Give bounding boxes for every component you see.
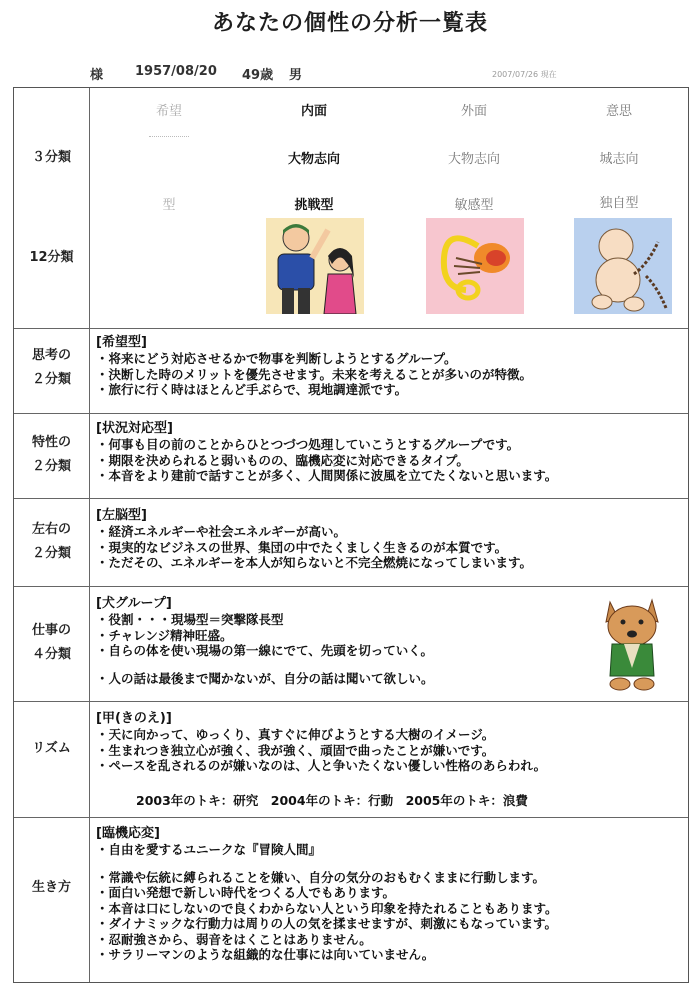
analysis-table: [13, 87, 689, 983]
label-lifestyle: 生き方: [31, 880, 71, 895]
trait-heading: [状況対応型]: [96, 421, 173, 436]
trait-line: ・本音をより建前で話すことが多く、人間関係に波風を立てたくないと思います。: [96, 468, 558, 483]
lifestyle-heading: [臨機応変]: [96, 826, 160, 841]
row-divider: [14, 817, 688, 818]
label-work: 仕事の ４分類: [31, 623, 71, 662]
left-right-section: [96, 508, 676, 571]
trait-line: ・期限を決められると弱いものの、臨機応変に対応できるタイプ。: [96, 452, 469, 468]
hope-type: 型: [162, 198, 176, 213]
rhythm-line: ・ペースを乱されるのが嫌いなのは、人と争いたくない優しい性格のあらわれ。: [96, 758, 547, 773]
outer-orientation: 大物志向: [447, 152, 500, 167]
inner-orientation: 大物志向: [287, 152, 340, 167]
trait-section: [96, 421, 676, 484]
lifestyle-line: ・サラリーマンのような組織的な仕事には向いていません。: [96, 947, 435, 962]
column-outer: 外面: [460, 104, 487, 119]
label-rhythm: リズム: [32, 741, 71, 756]
lifestyle-line: ・本音は口にしないので良くわからない人という印象を持たれることもあります。: [96, 900, 558, 916]
rhythm-heading: [甲(きのえ)]: [96, 711, 172, 726]
lifestyle-line: ・常識や伝統に縛られることを嫌い、自分の気分のおもむくままに行動します。: [96, 869, 546, 885]
lifestyle-lead: ・自由を愛するユニークな『冒険人間』: [96, 842, 322, 857]
trait-line: ・何事も目の前のことからひとつづつ処理していこうとするグループです。: [96, 437, 520, 452]
label-thinking: 思考の ２分類: [31, 348, 71, 387]
thinking-line: ・将来にどう対応させるかで物事を判断しようとするグループ。: [96, 351, 457, 366]
will-type: 独自型: [599, 196, 639, 211]
left-right-line: ・ただその、エネルギーを本人が知らないと不完全燃焼になってしまいます。: [96, 555, 533, 570]
row-divider: [14, 586, 688, 587]
age: 49歳: [242, 68, 274, 83]
column-hope: 希望: [155, 104, 182, 119]
profile-header: [0, 64, 700, 84]
column-inner: 内面: [300, 104, 327, 119]
thinking-line: ・旅行に行く時はほとんど手ぶらで、現地調達派です。: [96, 382, 408, 397]
thinking-section: [96, 335, 676, 398]
row-divider: [14, 328, 688, 329]
thinking-line: ・決断した時のメリットを優先させます。未来を考えることが多いのが特徴。: [96, 366, 533, 382]
lifestyle-line: ・ダイナミックな行動力は周りの人の気を揉ませますが、刺激にもなっています。: [96, 916, 558, 931]
dog-mascot-illustration: [596, 592, 668, 692]
row-divider: [14, 701, 688, 702]
as-of-date: 2007/07/26 現在: [492, 70, 557, 79]
honorific: 様: [90, 68, 104, 83]
work-section: [96, 596, 676, 686]
label-twelve-class: 12分類: [29, 250, 74, 265]
outer-type: 敏感型: [454, 198, 494, 213]
thinking-heading: [希望型]: [96, 335, 147, 350]
work-line: ・役割・・・現場型＝突撃隊長型: [96, 612, 284, 627]
will-orientation: 城志向: [599, 152, 639, 167]
label-trait: 特性の ２分類: [31, 435, 71, 474]
work-line: ・人の話は最後まで聞かないが、自分の話は聞いて欲しい。: [96, 670, 434, 686]
rhythm-years: 2003年のトキ：研究 2004年のトキ：行動 2005年のトキ：浪費: [136, 793, 528, 808]
left-right-heading: [左脳型]: [96, 508, 147, 523]
row-divider: [14, 413, 688, 414]
work-line: ・自らの体を使い現場の第一線にでて、先頭を切っていく。: [96, 643, 434, 658]
baby-illustration: [574, 218, 672, 314]
birthdate: 1957/08/20: [135, 64, 217, 79]
lifestyle-section: [96, 826, 676, 963]
rhythm-section: [96, 711, 676, 774]
rhythm-line: ・生まれつき独立心が強く、我が強く、頑固で曲ったことが嫌いです。: [96, 742, 495, 758]
page-title: あなたの個性の分析一覧表: [211, 11, 488, 36]
lifestyle-line: ・忍耐強さから、弱音をはくことはありません。: [96, 931, 372, 947]
placeholder-dots: [149, 136, 189, 137]
label-three-class: ３分類: [31, 150, 71, 165]
inner-type: 挑戦型: [294, 198, 334, 213]
left-right-line: ・経済エネルギーや社会エネルギーが高い。: [96, 524, 347, 539]
rhythm-line: ・天に向かって、ゆっくり、真すぐに伸びようとする大樹のイメージ。: [96, 727, 495, 742]
work-heading: [犬グループ]: [96, 596, 172, 611]
work-line: ・チャレンジ精神旺盛。: [96, 627, 233, 643]
column-will: 意思: [605, 104, 632, 119]
left-right-line: ・現実的なビジネスの世界、集団の中でたくましく生きるのが本質です。: [96, 539, 508, 555]
gender: 男: [289, 68, 303, 83]
lifestyle-line: ・面白い発想で新しい時代をつくる人でもあります。: [96, 885, 396, 900]
row-divider: [14, 498, 688, 499]
couple-illustration: [266, 218, 364, 314]
flame-illustration: [426, 218, 524, 314]
label-left-right: 左右の ２分類: [31, 522, 71, 561]
column-divider: [89, 88, 90, 982]
